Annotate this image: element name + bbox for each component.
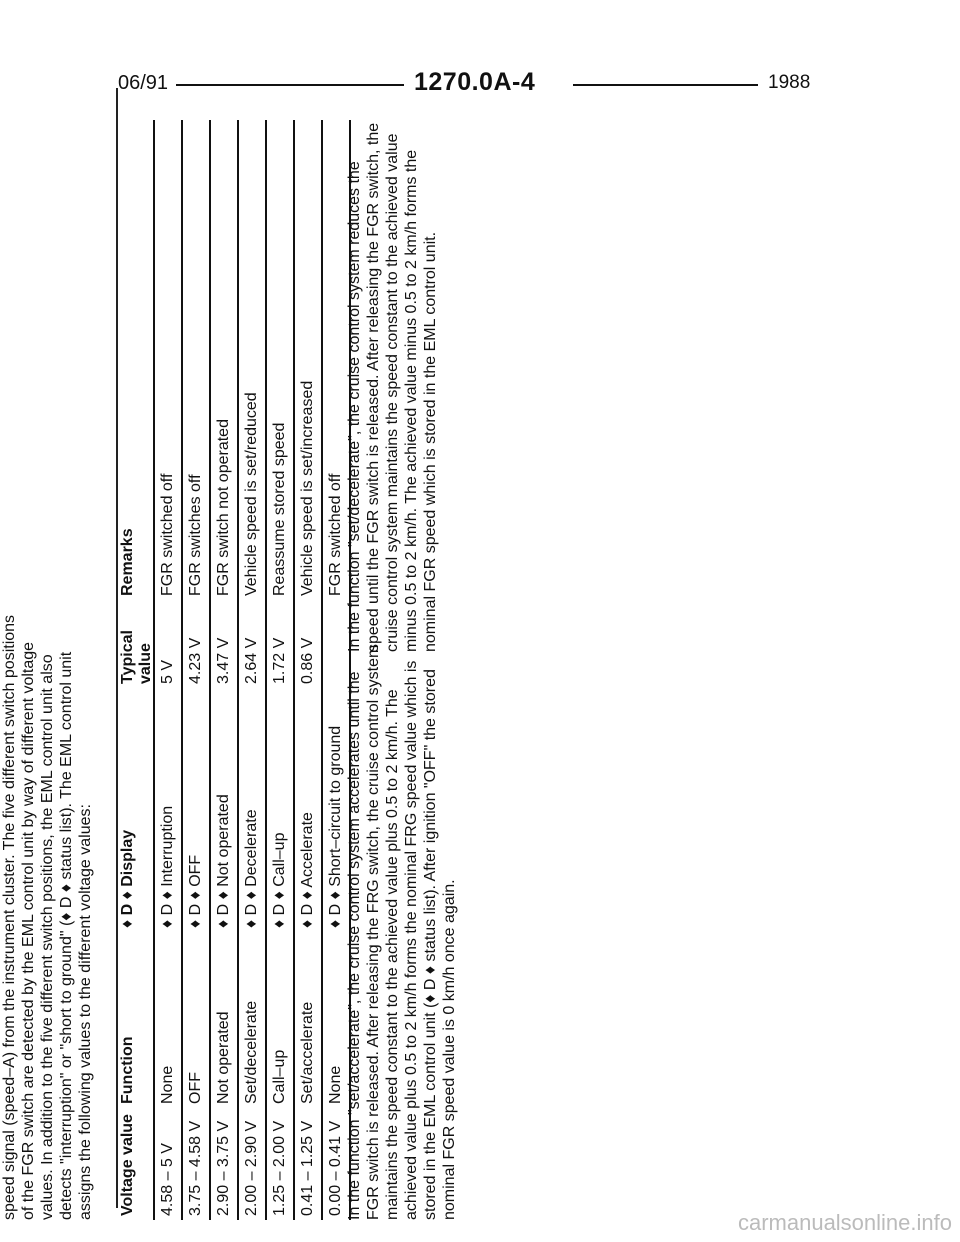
cell-display: ♦ D ♦ Not operated <box>215 794 232 928</box>
cell-display: ♦ D ♦ Interruption <box>159 805 176 928</box>
cell-voltage: 2.90 – 3.75 V <box>215 1120 232 1216</box>
table-row <box>155 120 183 1220</box>
table-row <box>183 120 211 1220</box>
page-header <box>118 62 828 102</box>
header-rule-left <box>176 84 404 86</box>
cell-display: ♦ D ♦ OFF <box>187 854 204 928</box>
cell-remarks: FGR switched off <box>327 473 344 596</box>
cell-display: ♦ D ♦ Call–up <box>271 832 288 928</box>
table-row <box>295 120 323 1220</box>
cell-function: Call–up <box>271 1049 288 1104</box>
cell-voltage: 0.00 – 0.41 V <box>327 1120 344 1216</box>
cell-remarks: Reassume stored speed <box>271 422 288 596</box>
header-typical-line2: value <box>137 643 154 684</box>
header-function: Function <box>119 1036 136 1104</box>
header-remarks: Remarks <box>119 528 136 596</box>
intro-paragraph: speed signal (speed–A) from the instrument cluster. The five different switch positions of the FGR switch are detected by the EML control unit by way of different voltage values. In addition to the five different switch positions, the EML control unit also detects "interruption" or "short to ground" (♦ D ♦ status list). The EML control unit assigns the following values to the different voltage values: <box>1 614 94 1220</box>
cell-typical: 3.47 V <box>215 637 232 684</box>
cell-typical: 1.72 V <box>271 637 288 684</box>
cell-voltage: 4.58 – 5 V <box>159 1143 176 1216</box>
header-voltage: Voltage value <box>119 1114 136 1216</box>
cell-typical: 0.86 V <box>299 637 316 684</box>
cell-function: OFF <box>187 1072 204 1104</box>
cell-function: None <box>159 1065 176 1104</box>
table-body <box>153 120 351 1220</box>
cell-function: Not operated <box>215 1011 232 1104</box>
cell-voltage: 3.75 – 4.58 V <box>187 1120 204 1216</box>
header-typical-line1: Typical <box>119 630 136 684</box>
rotated-content <box>0 120 458 1220</box>
table-row <box>267 120 295 1220</box>
cell-remarks: FGR switches off <box>187 474 204 596</box>
cell-voltage: 2.00 – 2.90 V <box>243 1120 260 1216</box>
cell-remarks: Vehicle speed is set/increased <box>299 380 316 596</box>
cell-display: ♦ D ♦ Accelerate <box>299 812 316 928</box>
header-year: 1988 <box>768 72 811 93</box>
table-header <box>111 120 153 1220</box>
accelerate-paragraph: In the function "set/accelerate", the cruise control system accelerates until the FGR switch is released. After releasing the FRG switch, the cruise control system maintains the speed constant to the achieved value plus 0.5 to 2 km/h. The achieved value plus 0.5 to 2 km/h forms the nominal FRG speed value which is stored in the EML control unit (♦ D ♦ status list). After ignition "OFF" the stored nominal FGR speed value is 0 km/h once again. <box>346 644 458 1220</box>
header-display: ♦ D ♦ Display <box>119 829 136 928</box>
cell-display: ♦ D ♦ Decelerate <box>243 809 260 928</box>
header-doc-number: 1270.0A-4 <box>414 68 536 96</box>
cell-typical: 5 V <box>159 659 176 684</box>
cell-voltage: 0.41 – 1.25 V <box>299 1120 316 1216</box>
decelerate-paragraph: In the function "set/decelerate", the cruise control system reduces the speed until the FGR switch is released. After releasing the FGR switch, the cruise control system maintains the speed constant to the achieved value minus 0.5 to 2 km/h. The achieved value minus 0.5 to 2 km/h forms the nominal FGR speed which is stored in the EML control unit. <box>346 122 439 652</box>
cell-display: ♦ D ♦ Short–circuit to ground <box>327 725 344 928</box>
header-typical <box>119 630 155 684</box>
voltage-table <box>111 120 351 1220</box>
table-row <box>239 120 267 1220</box>
cell-remarks: FGR switched off <box>159 473 176 596</box>
watermark: carmanualsonline.info <box>737 1210 952 1235</box>
header-rule-right <box>573 84 758 86</box>
cell-remarks: Vehicle speed is set/reduced <box>243 392 260 596</box>
header-date: 06/91 <box>118 72 169 94</box>
cell-typical: 2.64 V <box>243 637 260 684</box>
table-row <box>211 120 239 1220</box>
cell-function: Set/decelerate <box>243 1000 260 1104</box>
cell-typical: 4.23 V <box>187 637 204 684</box>
cell-voltage: 1.25 – 2.00 V <box>271 1120 288 1216</box>
cell-function: Set/accelerate <box>299 1001 316 1104</box>
cell-function: None <box>327 1065 344 1104</box>
cell-remarks: FGR switch not operated <box>215 419 232 596</box>
